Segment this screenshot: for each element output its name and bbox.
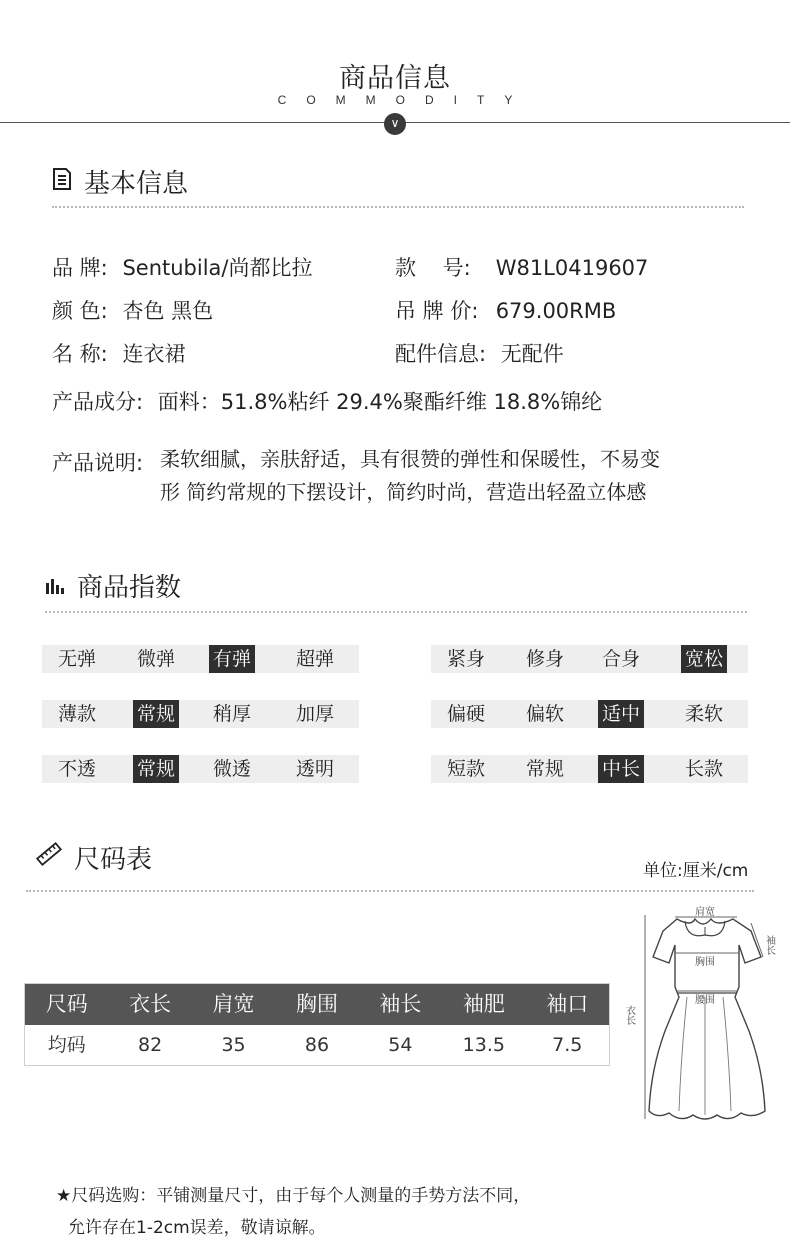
page-title: 商品信息 (339, 63, 451, 94)
index-option: 薄款 (57, 703, 96, 725)
dotted-divider (26, 890, 754, 892)
ruler-icon (36, 842, 62, 873)
style-no-label: 款 号: (395, 256, 471, 280)
col-length: 衣长 (129, 992, 172, 1016)
color-label: 颜 色: (52, 299, 108, 323)
cell-size: 均码 (47, 1034, 86, 1056)
col-sleeve-length: 袖长 (379, 992, 422, 1016)
chevron-down-icon: ∨ (384, 113, 406, 135)
cell-shoulder: 35 (221, 1034, 246, 1056)
index-title: 商品指数 (77, 573, 182, 603)
col-size: 尺码 (45, 992, 88, 1016)
index-option-selected: 适中 (598, 700, 644, 728)
index-option: 紧身 (446, 648, 485, 670)
basic-info-title: 基本信息 (84, 169, 189, 199)
col-cuff: 袖口 (546, 992, 589, 1016)
size-note-line-2: 允许存在1-2cm误差，敬请谅解。 (68, 1218, 326, 1238)
size-note-line-1: ★尺码选购：平铺测量尺寸，由于每个人测量的手势方法不同， (56, 1186, 531, 1206)
accessory-label: 配件信息: (395, 342, 487, 366)
cell-sleeve-width: 13.5 (462, 1034, 505, 1056)
index-option: 修身 (525, 648, 564, 670)
composition-row (52, 386, 602, 416)
brand-value: Sentubila/尚都比拉 (122, 256, 313, 280)
diagram-waist-label: 腰围 (695, 995, 715, 1006)
index-option: 微透 (212, 758, 251, 780)
index-option-selected: 常规 (133, 700, 179, 728)
page-subtitle: COMMODITY (277, 93, 533, 107)
fit-bar (431, 645, 748, 673)
length-bar (431, 755, 748, 783)
tag-price-row (395, 295, 616, 325)
size-heading (36, 839, 152, 876)
index-option-selected: 有弹 (209, 645, 255, 673)
index-option: 长款 (684, 758, 723, 780)
brand-row (52, 252, 313, 282)
index-option: 超弹 (295, 648, 334, 670)
index-option: 常规 (525, 758, 564, 780)
col-chest: 胸围 (295, 992, 338, 1016)
elasticity-bar (42, 645, 359, 673)
table-row (25, 1025, 609, 1065)
transparency-bar (42, 755, 359, 783)
index-option: 柔软 (684, 703, 723, 725)
accessory-value: 无配件 (500, 342, 564, 366)
cell-chest: 86 (304, 1034, 330, 1056)
cell-cuff: 7.5 (552, 1034, 583, 1056)
color-row (52, 295, 213, 325)
name-label: 名 称: (52, 342, 108, 366)
col-sleeve-width: 袖肥 (462, 992, 505, 1016)
unit-label: 单位:厘米/cm (643, 861, 749, 881)
diagram-shoulder-label: 肩宽 (695, 907, 715, 918)
diagram-length-label: 衣长 (623, 1005, 635, 1025)
index-option: 偏软 (525, 703, 564, 725)
col-shoulder: 肩宽 (212, 992, 255, 1016)
accessory-row (395, 338, 564, 368)
cell-length: 82 (138, 1034, 163, 1056)
index-option: 合身 (601, 648, 640, 670)
bar-chart-icon (45, 571, 65, 601)
index-option: 加厚 (295, 703, 334, 725)
name-value: 连衣裙 (122, 342, 186, 366)
index-option-selected: 中长 (598, 755, 644, 783)
dotted-divider (52, 206, 744, 208)
tag-price-value: 679.00RMB (495, 299, 617, 323)
dotted-divider (45, 611, 747, 613)
index-option: 偏硬 (446, 703, 485, 725)
index-option: 不透 (57, 758, 96, 780)
dress-measurement-diagram (625, 905, 785, 1135)
index-option: 稍厚 (212, 703, 251, 725)
thickness-bar (42, 700, 359, 728)
cell-sleeve-length: 54 (388, 1034, 413, 1056)
basic-info-heading (52, 163, 188, 200)
document-icon (52, 167, 72, 197)
size-title: 尺码表 (74, 845, 153, 875)
style-no-row (395, 252, 648, 282)
diagram-chest-label: 胸围 (695, 957, 715, 968)
color-value: 杏色 黑色 (122, 299, 214, 323)
description-line-1: 柔软细腻，亲肤舒适，具有很赞的弹性和保暖性，不易变 (160, 447, 660, 471)
index-option: 微弹 (136, 648, 175, 670)
index-option: 透明 (295, 758, 334, 780)
index-option: 短款 (446, 758, 485, 780)
size-table (24, 983, 610, 1066)
composition-value: 面料：51.8%粘纤 29.4%聚酯纤维 18.8%锦纶 (157, 390, 603, 414)
size-table-header (25, 984, 609, 1025)
index-option: 无弹 (57, 648, 96, 670)
diagram-sleeve-label: 袖长 (763, 935, 775, 955)
description-text (160, 443, 660, 509)
description-label: 产品说明: (52, 451, 144, 475)
index-heading (45, 567, 181, 604)
index-option-selected: 常规 (133, 755, 179, 783)
tag-price-label: 吊 牌 价: (395, 299, 479, 323)
description-line-2: 形 简约常规的下摆设计，简约时尚，营造出轻盈立体感 (160, 480, 647, 504)
composition-label: 产品成分: (52, 390, 144, 414)
style-no-value: W81L0419607 (495, 256, 649, 280)
name-row (52, 338, 185, 368)
index-option-selected: 宽松 (681, 645, 727, 673)
softness-bar (431, 700, 748, 728)
brand-label: 品 牌: (52, 256, 108, 280)
